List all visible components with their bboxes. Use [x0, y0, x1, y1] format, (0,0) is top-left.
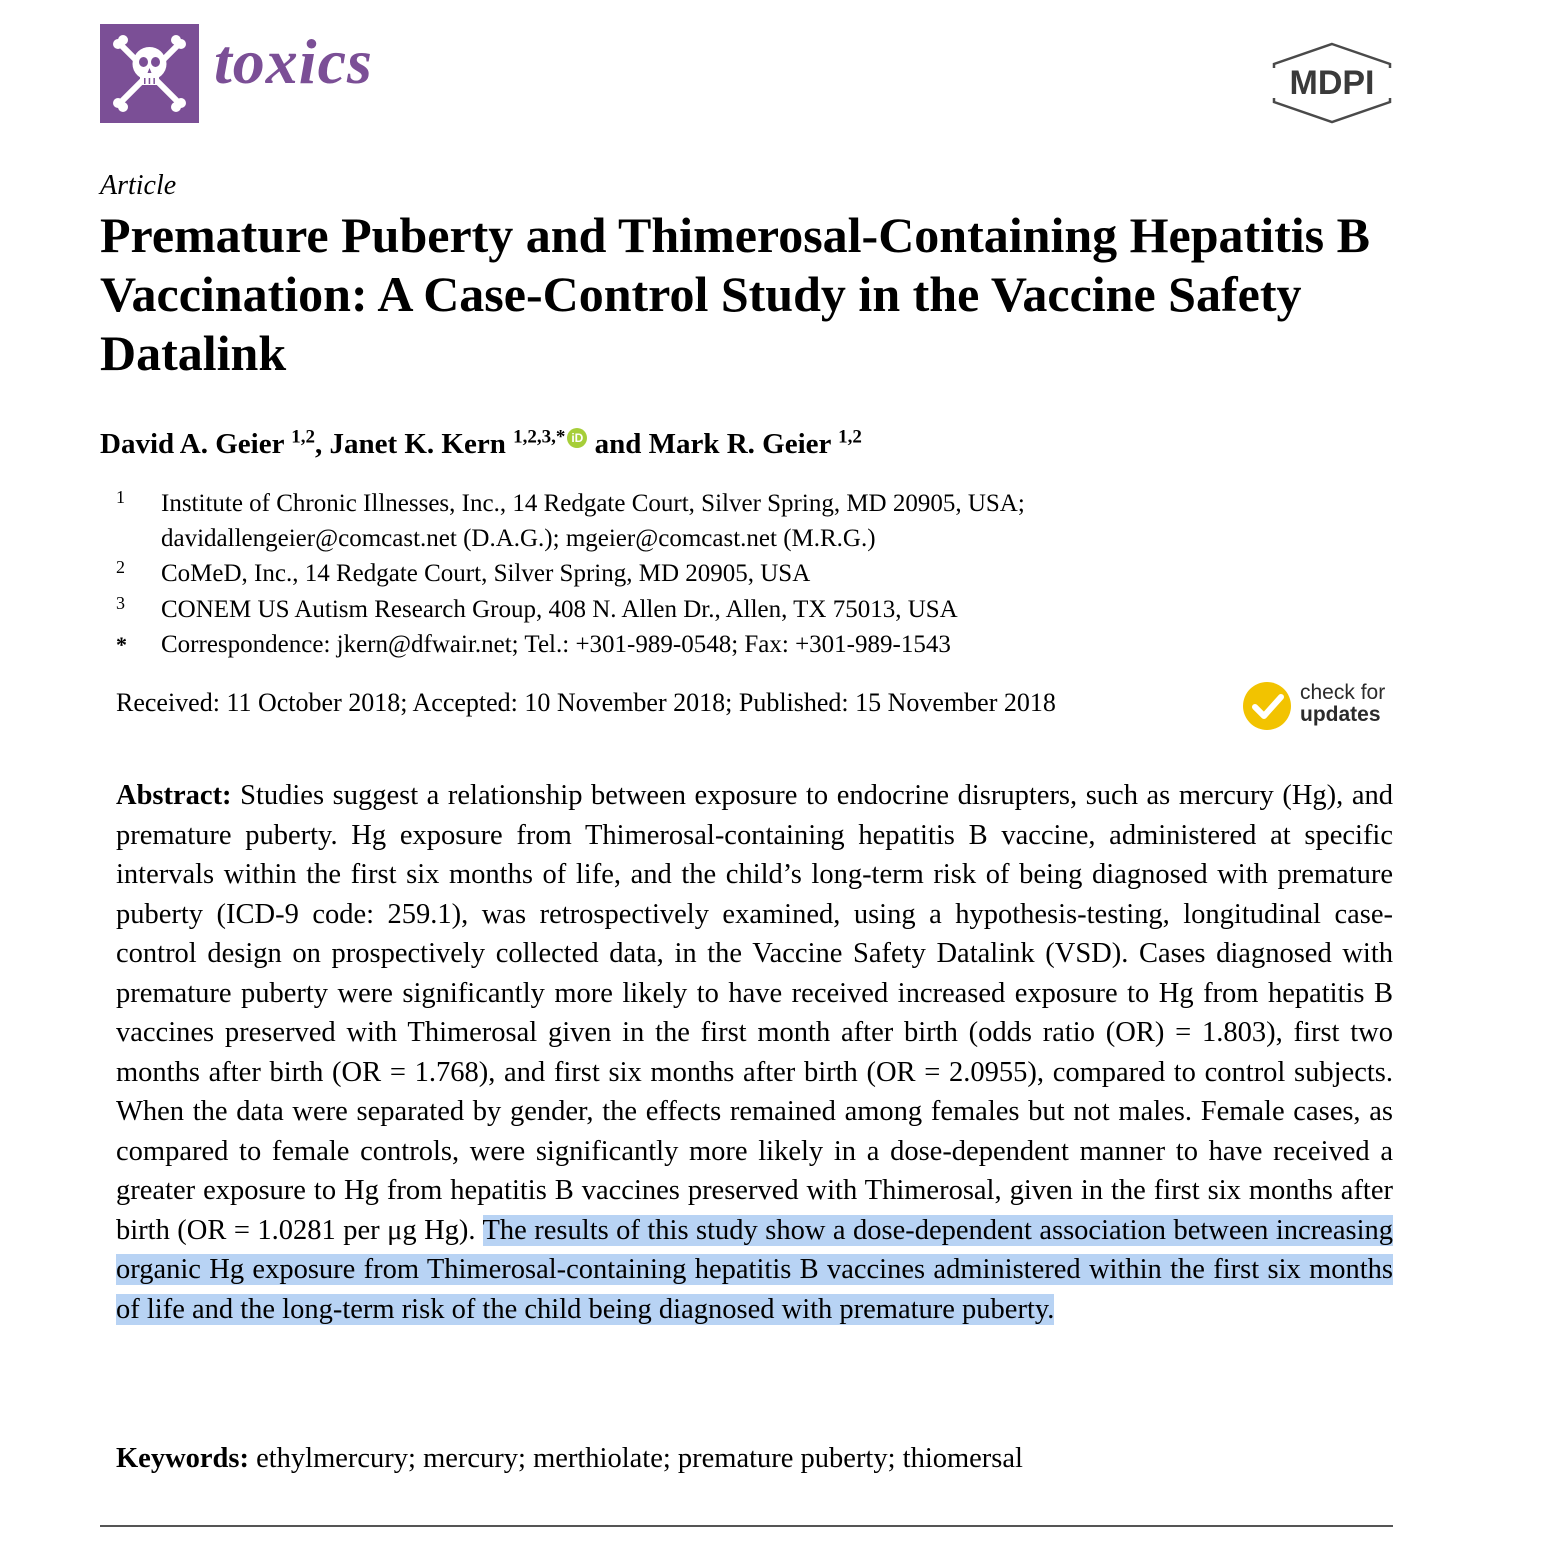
abstract-label: Abstract: [116, 780, 232, 811]
keywords-text: ethylmercury; mercury; merthiolate; premature puberty; thiomersal [248, 1443, 1023, 1474]
affiliation-marker: 1 [116, 487, 125, 507]
affiliation-text: CONEM US Autism Research Group, 408 N. Allen Dr., Allen, TX 75013, USA [161, 596, 958, 623]
author-affiliation-marker: 1,2 [291, 426, 315, 448]
divider [100, 1525, 1393, 1527]
author-separator: , [314, 428, 330, 460]
journal-logo [100, 24, 199, 123]
author-name: Mark R. Geier [648, 428, 831, 460]
journal-name: toxics [214, 26, 373, 97]
author-list [100, 428, 862, 461]
skull-crossbones-icon [100, 24, 199, 123]
paper-title: Premature Puberty and Thimerosal-Containing Hepatitis B Vaccination: A Case-Control Study in the Vaccine Safety Datalink [100, 207, 1370, 381]
keywords [116, 1443, 1023, 1475]
publication-dates: Received: 11 October 2018; Accepted: 10 November 2018; Published: 15 November 2018 [116, 688, 1056, 717]
abstract-highlighted-text[interactable]: The results of this study show a dose-dependent association between increasing organic Hg exposure from Thimerosal-containing hepatitis B vaccines administered within the first six months of life and the long-term risk of the child being diagnosed with premature puberty. [116, 1214, 1393, 1325]
publisher-name: MDPI [1289, 64, 1375, 102]
check-updates-line1: check for [1300, 681, 1386, 704]
check-updates-line2: updates [1300, 703, 1381, 726]
article-type: Article [100, 170, 177, 201]
correspondence-text: Correspondence: jkern@dfwair.net; Tel.: +301-989-0548; Fax: +301-989-1543 [161, 631, 951, 658]
keywords-label: Keywords: [116, 1443, 249, 1474]
affiliation-marker: 3 [116, 593, 125, 613]
mdpi-logo [1268, 40, 1396, 124]
affiliation-marker: * [116, 632, 127, 657]
affiliation-text: CoMeD, Inc., 14 Redgate Court, Silver Spring, MD 20905, USA [161, 560, 811, 587]
author-name: David A. Geier [100, 428, 284, 460]
orcid-icon[interactable]: iD [567, 428, 587, 448]
author-affiliation-marker: 1,2,3,* [513, 426, 566, 448]
affiliation-text: davidallengeier@comcast.net (D.A.G.); mgeier@comcast.net (M.R.G.) [161, 525, 876, 552]
checkmark-icon [1243, 682, 1291, 730]
affiliation-text: Institute of Chronic Illnesses, Inc., 14 Redgate Court, Silver Spring, MD 20905, USA; [161, 490, 1025, 517]
author-separator: and [594, 428, 649, 460]
abstract [116, 776, 1393, 1329]
author-name: Janet K. Kern [329, 428, 506, 460]
abstract-text: Studies suggest a relationship between exposure to endocrine disrupters, such as mercury (Hg), and premature puberty. Hg exposure from Thimerosal-containing hepatitis B vaccine, administered at specific intervals within the first six months of life, and the child’s long-term risk of being diagnosed with premature puberty (ICD-9 code: 259.1), was retrospectively examined, using a hypothesis-testing, longitudinal case-control design on prospectively collected data, in the Vaccine Safety Datalink (VSD). Cases diagnosed with premature puberty were significantly more likely to have received increased exposure to Hg from hepatitis B vaccines preserved with Thimerosal given in the first month after birth (odds ratio (OR) = 1.803), first two months after birth (OR = 1.768), and first six months after birth (OR = 2.0955), compared to control subjects. When the data were separated by gender, the effects remained among females but not males. Female cases, as compared to female controls, were significantly more likely in a dose-dependent manner to have received a greater exposure to Hg from hepatitis B vaccines preserved with Thimerosal, given in the first six months after birth (OR = 1.0281 per μg Hg). [116, 780, 1393, 1246]
affiliation-marker: 2 [116, 557, 125, 577]
author-affiliation-marker: 1,2 [838, 426, 862, 448]
check-for-updates-badge[interactable] [1243, 682, 1403, 734]
